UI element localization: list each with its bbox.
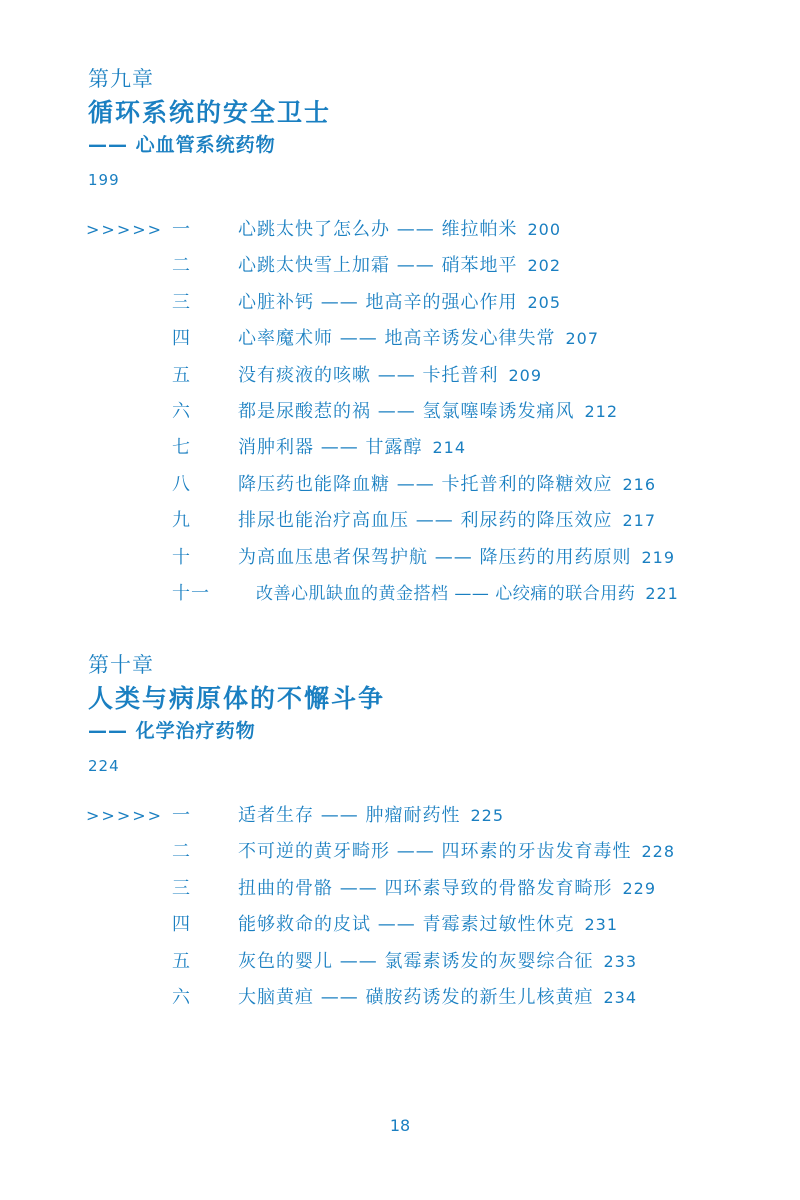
entry-title: 心脏补钙 —— 地高辛的强心作用 205 [238,291,561,313]
toc-entry[interactable] [0,582,800,618]
entry-number: 四 [172,914,191,936]
chapter-title: 循环系统的安全卫士 [88,98,332,127]
entry-number: 五 [172,364,191,386]
entry-title: 没有痰液的咳嗽 —— 卡托普利 209 [238,364,542,386]
page-number: 18 [389,1116,411,1135]
entry-title: 适者生存 —— 肿瘤耐药性 225 [238,805,504,826]
entry-page: 212 [584,401,618,421]
entry-page: 221 [645,583,679,603]
toc-entry[interactable] [0,218,800,254]
entry-title: 心跳太快了怎么办 —— 维拉帕米 200 [238,219,561,240]
entry-page: 209 [508,365,542,385]
entry-title: 心跳太快雪上加霜 —— 硝苯地平 202 [238,255,561,277]
entry-number: 六 [172,400,191,422]
toc-entry[interactable] [0,840,800,876]
chapter-10-header [88,652,385,776]
toc-entry[interactable] [0,546,800,582]
toc-entry[interactable] [0,913,800,949]
chapter-page: 199 [88,171,120,189]
entry-number: 二 [172,255,191,277]
toc-entry[interactable] [0,877,800,913]
entry-page: 228 [641,842,675,862]
chapter-title: 人类与病原体的不懈斗争 [88,684,386,713]
entry-page: 200 [527,220,561,239]
chapter-9-toc [0,218,800,618]
toc-marker: >>>>> [86,220,164,239]
entry-title: 都是尿酸惹的祸 —— 氢氯噻嗪诱发痛风 212 [238,400,618,422]
entry-page: 205 [527,292,561,312]
chapter-subtitle: —— 心血管系统药物 [88,134,276,156]
entry-number: 四 [172,328,191,350]
entry-title: 降压药也能降血糖 —— 卡托普利的降糖效应 216 [238,473,656,495]
entry-title: 大脑黄疸 —— 磺胺药诱发的新生儿核黄疸 234 [238,986,637,1008]
entry-number: 三 [172,291,191,313]
entry-page: 219 [641,547,675,567]
entry-page: 202 [527,256,561,276]
entry-page: 225 [470,806,504,825]
entry-number: 三 [172,877,191,899]
toc-entry[interactable] [0,400,800,436]
entry-title: 为高血压患者保驾护航 —— 降压药的用药原则 219 [238,546,675,568]
entry-number: 十 [172,546,191,568]
toc-entry[interactable] [0,327,800,363]
entry-number: 五 [172,950,191,972]
entry-number: 九 [172,510,191,532]
toc-entry[interactable] [0,436,800,472]
entry-number: 一 [172,805,191,826]
entry-number: 六 [172,986,191,1008]
entry-title: 改善心肌缺血的黄金搭档 —— 心绞痛的联合用药 221 [256,583,679,604]
entry-title: 灰色的婴儿 —— 氯霉素诱发的灰婴综合征 233 [238,950,637,972]
entry-number: 一 [172,219,191,240]
entry-number: 十一 [172,582,210,604]
toc-entry[interactable] [0,509,800,545]
entry-title: 消肿利器 —— 甘露醇 214 [238,437,466,459]
chapter-page: 224 [88,757,120,775]
entry-page: 229 [622,878,656,898]
chapter-label: 第十章 [88,653,154,677]
entry-page: 234 [603,987,637,1007]
entry-title: 排尿也能治疗高血压 —— 利尿药的降压效应 217 [238,510,656,532]
entry-number: 八 [172,473,191,495]
toc-entry[interactable] [0,473,800,509]
entry-title: 心率魔术师 —— 地高辛诱发心律失常 207 [238,328,599,350]
toc-entry[interactable] [0,364,800,400]
entry-number: 七 [172,437,191,459]
toc-entry[interactable] [0,254,800,290]
entry-title: 不可逆的黄牙畸形 —— 四环素的牙齿发育毒性 228 [238,841,675,863]
chapter-10-toc [0,804,800,1022]
chapter-label: 第九章 [88,67,154,91]
entry-page: 207 [565,329,599,349]
entry-title: 扭曲的骨骼 —— 四环素导致的骨骼发育畸形 229 [238,877,656,899]
chapter-subtitle: —— 化学治疗药物 [88,720,256,742]
toc-entry[interactable] [0,986,800,1022]
entry-page: 231 [584,915,618,935]
entry-page: 217 [622,511,656,531]
entry-number: 二 [172,841,191,863]
toc-entry[interactable] [0,804,800,840]
toc-entry[interactable] [0,950,800,986]
entry-page: 233 [603,951,637,971]
entry-page: 214 [432,438,466,458]
chapter-9-header [88,66,331,190]
toc-marker: >>>>> [86,806,164,825]
toc-entry[interactable] [0,291,800,327]
entry-page: 216 [622,474,656,494]
entry-title: 能够救命的皮试 —— 青霉素过敏性休克 231 [238,914,618,936]
